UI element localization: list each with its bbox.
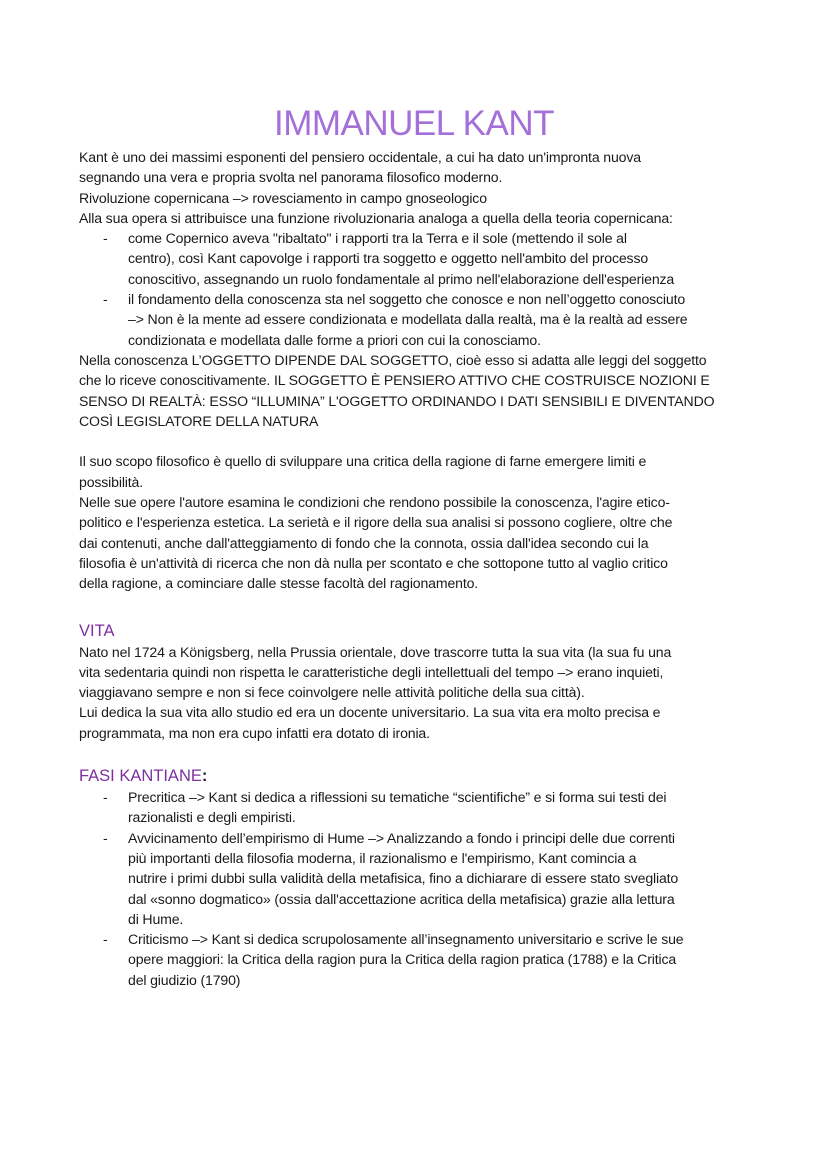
bullet-text: Precritica –> Kant si dedica a riflessioni su tematiche “scientifiche” e si forma sui testi dei: [128, 789, 667, 806]
vita-paragraph: [79, 642, 779, 743]
blank-line: [79, 431, 779, 451]
text-line: Rivoluzione copernicana –> rovesciamento in campo gnoseologico: [79, 189, 487, 206]
text-line: Nella conoscenza L’OGGETTO DIPENDE DAL SOGGETTO, cioè esso si adatta alle leggi del soggetto: [79, 351, 707, 368]
bullet-text: centro), così Kant capovolge i rapporti tra soggetto e oggetto nell'ambito del processo: [128, 250, 649, 267]
bullet-text: opere maggiori: la Critica della ragion pura la Critica della ragion pratica (1788) e la Critica: [128, 951, 677, 968]
text-line: possibilità.: [79, 473, 144, 490]
scopo-paragraph: [79, 451, 779, 593]
bullet-text: –> Non è la mente ad essere condizionata e modellata dalla realtà, ma è la realtà ad essere: [128, 311, 688, 328]
text-line: dai contenuti, anche dall'atteggiamento di fondo che la connota, ossia dall'idea secondo cui la: [79, 534, 649, 551]
conoscenza-paragraph: [79, 350, 779, 431]
bullet-dash: -: [103, 230, 108, 247]
bullet-dash: -: [103, 291, 108, 308]
bullet-text: condizionata e modellata dalle forme a priori con cui la conosciamo.: [128, 331, 541, 348]
text-line: della ragione, a cominciare dalle stesse facoltà del ragionamento.: [79, 575, 479, 592]
text-line: vita sedentaria quindi non rispetta le caratteristiche degli intellettuali del tempo –> erano inquieti,: [79, 663, 664, 680]
bullet-item: [79, 787, 779, 828]
text-line: SENSO DI REALTÀ: ESSO “ILLUMINA” L'OGGETTO ORDINANDO I DATI SENSIBILI E DIVENTANDO: [79, 392, 715, 409]
bullet-text: di Hume.: [128, 910, 184, 927]
bullet-text: razionalisti e degli empiristi.: [128, 809, 296, 826]
bullet-item: [79, 228, 779, 289]
text-line: Alla sua opera si attribuisce una funzione rivoluzionaria analoga a quella della teoria copernicana:: [79, 209, 673, 226]
bullet-item: [79, 828, 779, 929]
text-line: filosofia è un'attività di ricerca che non dà nulla per scontato e che sottopone tutto al vaglio critico: [79, 554, 668, 571]
bullet-line: [79, 909, 779, 929]
fasi-heading-text: FASI KANTIANE: [79, 767, 202, 786]
intro-bullet-list: [79, 228, 779, 350]
text-line: Il suo scopo filosofico è quello di sviluppare una critica della ragione di farne emergere limiti e: [79, 453, 647, 470]
bullet-line: [79, 929, 779, 949]
text-line: Nelle sue opere l'autore esamina le condizioni che rendono possibile la conoscenza, l'agire etico-: [79, 494, 670, 511]
bullet-line: [79, 309, 779, 329]
bullet-text: nutrire i primi dubbi sulla validità della metafisica, fino a dichiarare di essere stato svegliato: [128, 870, 679, 887]
bullet-line: [79, 889, 779, 909]
bullet-line: [79, 848, 779, 868]
bullet-line: [79, 289, 779, 309]
bullet-line: [79, 269, 779, 289]
text-line: Lui dedica la sua vita allo studio ed era un docente universitario. La sua vita era molto precisa e: [79, 704, 661, 721]
bullet-dash: -: [103, 931, 108, 948]
text-line: Kant è uno dei massimi esponenti del pensiero occidentale, a cui ha dato un'impronta nuova: [79, 149, 641, 165]
text-line: segnando una vera e propria svolta nel panorama filosofico moderno.: [79, 169, 503, 186]
section-heading-fasi: [79, 766, 779, 787]
bullet-dash: -: [103, 829, 108, 846]
bullet-text: del giudizio (1790): [128, 971, 241, 988]
bullet-text: dal «sonno dogmatico» (ossia dall'accettazione acritica della metafisica) grazie alla lettura: [128, 890, 675, 907]
bullet-line: [79, 228, 779, 248]
bullet-line: [79, 330, 779, 350]
bullet-dash: -: [103, 789, 108, 806]
fasi-bullet-list: [79, 787, 779, 990]
section-heading-vita: VITA: [79, 621, 115, 640]
text-line: viaggiavano sempre e non si fece coinvolgere nelle attività politiche della sua città).: [79, 684, 585, 701]
bullet-line: [79, 787, 779, 807]
bullet-text: Criticismo –> Kant si dedica scrupolosamente all’insegnamento universitario e scrive le sue: [128, 931, 684, 948]
bullet-line: [79, 970, 779, 990]
document-title: IMMANUEL KANT: [273, 104, 554, 143]
fasi-heading-colon: :: [201, 767, 208, 786]
text-line: Nato nel 1724 a Königsberg, nella Prussia orientale, dove trascorre tutta la sua vita (la sua fu una: [79, 643, 672, 660]
bullet-line: [79, 828, 779, 848]
bullet-line: [79, 868, 779, 888]
text-line: che lo riceve conoscitivamente. IL SOGGETTO È PENSIERO ATTIVO CHE COSTRUISCE NOZIONI E: [79, 372, 710, 389]
bullet-text: come Copernico aveva "ribaltato" i rapporti tra la Terra e il sole (mettendo il sole al: [128, 230, 627, 247]
bullet-item: [79, 929, 779, 990]
text-line: politico e l'esperienza estetica. La serietà e il rigore della sua analisi si possono cogliere, oltre che: [79, 514, 673, 531]
bullet-text: più importanti della filosofia moderna, il razionalismo e l'empirismo, Kant comincia a: [128, 849, 637, 866]
bullet-text: il fondamento della conoscenza sta nel soggetto che conosce e non nell’oggetto conosciuto: [128, 291, 686, 308]
bullet-line: [79, 807, 779, 827]
intro-paragraph: [79, 147, 779, 228]
document-page: [79, 100, 779, 990]
bullet-line: [79, 949, 779, 969]
bullet-text: conoscitivo, assegnando un ruolo fondamentale al primo nell'elaborazione dell'esperienza: [128, 270, 675, 287]
bullet-text: Avvicinamento dell’empirismo di Hume –> Analizzando a fondo i principi delle due correnti: [128, 829, 675, 846]
bullet-item: [79, 289, 779, 350]
bullet-line: [79, 248, 779, 268]
text-line: COSÌ LEGISLATORE DELLA NATURA: [79, 412, 319, 429]
text-line: programmata, ma non era cupo infatti era dotato di ironia.: [79, 724, 430, 741]
